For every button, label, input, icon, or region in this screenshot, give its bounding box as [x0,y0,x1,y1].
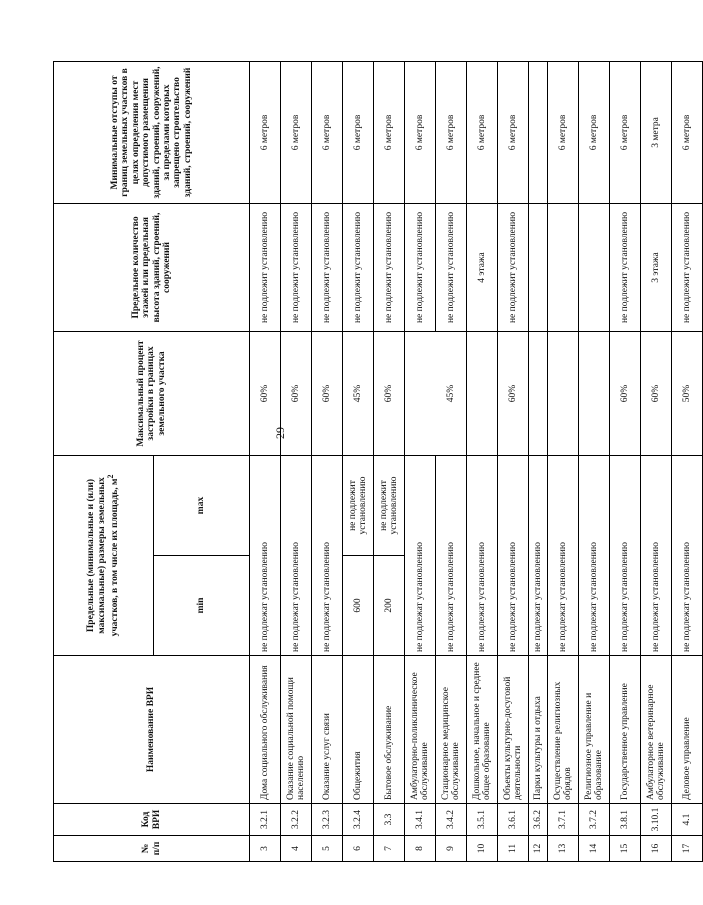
table-row [548,61,579,861]
table-row [250,61,281,861]
cell-floors: 4 этажа [467,203,498,331]
header-setback: Минимальные отступы от границ земельных участков в целях определения мест допустимого размещения зданий, строений, сооружений, за пределами которых запрещено строительство зданий, строений, сооружений [54,61,250,203]
cell-minmax: не подлежат установлению [436,455,467,655]
cell-num: 16 [641,836,672,862]
table-row [498,61,529,861]
header-code: Код ВРИ [54,804,250,836]
cell-name: Парки культуры и отдыха [529,656,548,804]
cell-floors: не подлежит установлению [610,203,641,331]
cell-percent [405,331,436,455]
cell-code: 3.6.2 [529,804,548,836]
header-row [54,61,154,861]
header-percent: Максимальный процент застройки в границах земельного участка [54,331,250,455]
cell-setback: 6 метров [281,61,312,203]
cell-floors: не подлежит установлению [405,203,436,331]
table-row [405,61,436,861]
cell-minmax: не подлежат установлению [281,455,312,655]
cell-num: 14 [579,836,610,862]
cell-minmax: не подлежат установлению [529,455,548,655]
cell-name: Объекты культурно-досуговой деятельности [498,656,529,804]
cell-setback: 6 метров [467,61,498,203]
cell-setback: 6 метров [610,61,641,203]
table-row [529,61,548,861]
cell-minmax: не подлежат установлению [467,455,498,655]
cell-minmax: не подлежат установлению [548,455,579,655]
cell-name: Общежития [343,656,374,804]
header-size-text: Предельные (минимальные и (или) максимальные) размеры земельных участков, в том числе их площадь, м [86,477,121,637]
cell-setback: 6 метров [579,61,610,203]
cell-code: 3.8.1 [610,804,641,836]
cell-name: Государственное управление [610,656,641,804]
cell-num: 13 [548,836,579,862]
cell-code: 3.5.1 [467,804,498,836]
cell-min: 200 [374,556,405,656]
table-row [281,61,312,861]
header-min: min [154,556,250,656]
cell-name: Оказание социальной помощи населению [281,656,312,804]
table-row [343,61,374,861]
cell-percent-empty [579,331,610,455]
cell-num: 6 [343,836,374,862]
page-number: 29 [273,427,287,439]
table-row [467,61,498,861]
cell-num: 7 [374,836,405,862]
cell-code: 3.6.1 [498,804,529,836]
cell-floors: не подлежит установлению [436,203,467,331]
cell-setback: 6 метров [498,61,529,203]
cell-percent: 60% [641,331,672,455]
cell-name: Амбулаторное ветеринарное обслуживание [641,656,672,804]
cell-minmax: не подлежат установлению [405,455,436,655]
cell-percent: 60% [312,331,343,455]
table-row [312,61,343,861]
cell-num: 17 [672,836,703,862]
cell-percent-empty [467,331,498,455]
cell-setback: 6 метров [672,61,703,203]
cell-setback: 3 метра [641,61,672,203]
cell-setback: 6 метров [374,61,405,203]
header-floors: Предельное количество этажей или предельная высота зданий, строений, сооружений [54,203,250,331]
cell-name: Осуществление религиозных обрядов [548,656,579,804]
cell-code: 3.4.1 [405,804,436,836]
cell-name: Оказание услуг связи [312,656,343,804]
cell-floors: не подлежит установлению [672,203,703,331]
cell-percent: 45% [436,331,467,455]
cell-setback: 6 метров [250,61,281,203]
cell-floors: 3 этажа [641,203,672,331]
cell-setback: 6 метров [343,61,374,203]
cell-minmax: не подлежат установлению [672,455,703,655]
cell-name: Бытовое обслуживание [374,656,405,804]
cell-num: 10 [467,836,498,862]
cell-floors: не подлежит установлению [312,203,343,331]
header-name: Наименование ВРИ [54,656,250,804]
cell-minmax: не подлежат установлению [312,455,343,655]
table-row [436,61,467,861]
cell-floors: не подлежит установлению [281,203,312,331]
cell-floors: не подлежит установлению [250,203,281,331]
cell-setback: 6 метров [436,61,467,203]
cell-minmax: не подлежат установлению [579,455,610,655]
cell-minmax: не подлежат установлению [250,455,281,655]
cell-minmax: не подлежат установлению [641,455,672,655]
cell-name: Деловое управление [672,656,703,804]
cell-num: 5 [312,836,343,862]
cell-num: 12 [529,836,548,862]
cell-code: 3.2.4 [343,804,374,836]
cell-floors-empty [548,203,579,331]
cell-min: 600 [343,556,374,656]
cell-num: 9 [436,836,467,862]
cell-name: Дома социального обслуживания [250,656,281,804]
cell-percent: 60% [610,331,641,455]
cell-code: 4.1 [672,804,703,836]
cell-num: 4 [281,836,312,862]
cell-code: 3.2.2 [281,804,312,836]
cell-setback: 6 метров [405,61,436,203]
cell-setback: 6 метров [312,61,343,203]
cell-num: 15 [610,836,641,862]
cell-name: Религиозное управление и образование [579,656,610,804]
cell-percent-empty [548,331,579,455]
cell-code: 3.10.1 [641,804,672,836]
cell-num: 3 [250,836,281,862]
cell-code: 3.3 [374,804,405,836]
table-row [579,61,610,861]
cell-percent: 45% [343,331,374,455]
cell-floors-empty [529,203,548,331]
cell-setback: 6 метров [548,61,579,203]
header-size [54,455,154,655]
cell-floors: не подлежит установлению [498,203,529,331]
cell-num: 8 [405,836,436,862]
header-max: max [154,455,250,555]
table-row [672,61,703,861]
table-row [641,61,672,861]
cell-floors: не подлежит установлению [343,203,374,331]
cell-max: не подлежит установлению [343,455,374,555]
cell-code: 3.7.1 [548,804,579,836]
cell-minmax: не подлежат установлению [610,455,641,655]
cell-num: 11 [498,836,529,862]
cell-setback-empty [529,61,548,203]
header-size-sup: 2 [106,474,116,479]
rotated-table-container [53,62,692,862]
vri-parameters-table [53,61,703,862]
cell-floors: не подлежит установлению [374,203,405,331]
cell-percent: 60% [498,331,529,455]
cell-max: не подлежит установлению [374,455,405,555]
cell-percent: 60% [281,331,312,455]
cell-percent-empty [529,331,548,455]
table-row [610,61,641,861]
cell-code: 3.7.2 [579,804,610,836]
cell-floors-empty [579,203,610,331]
cell-name: Амбулаторно-поликлиническое обслуживание [405,656,436,804]
cell-percent: 50% [672,331,703,455]
cell-name: Стационарное медицинское обслуживание [436,656,467,804]
cell-code: 3.4.2 [436,804,467,836]
cell-name: Дошкольное, начальное и среднее общее образование [467,656,498,804]
cell-percent: 60% [250,331,281,455]
cell-percent: 60% [374,331,405,455]
table-row [374,61,405,861]
cell-minmax: не подлежат установлению [498,455,529,655]
cell-code: 3.2.3 [312,804,343,836]
header-num: № п/п [54,836,250,862]
cell-code: 3.2.1 [250,804,281,836]
